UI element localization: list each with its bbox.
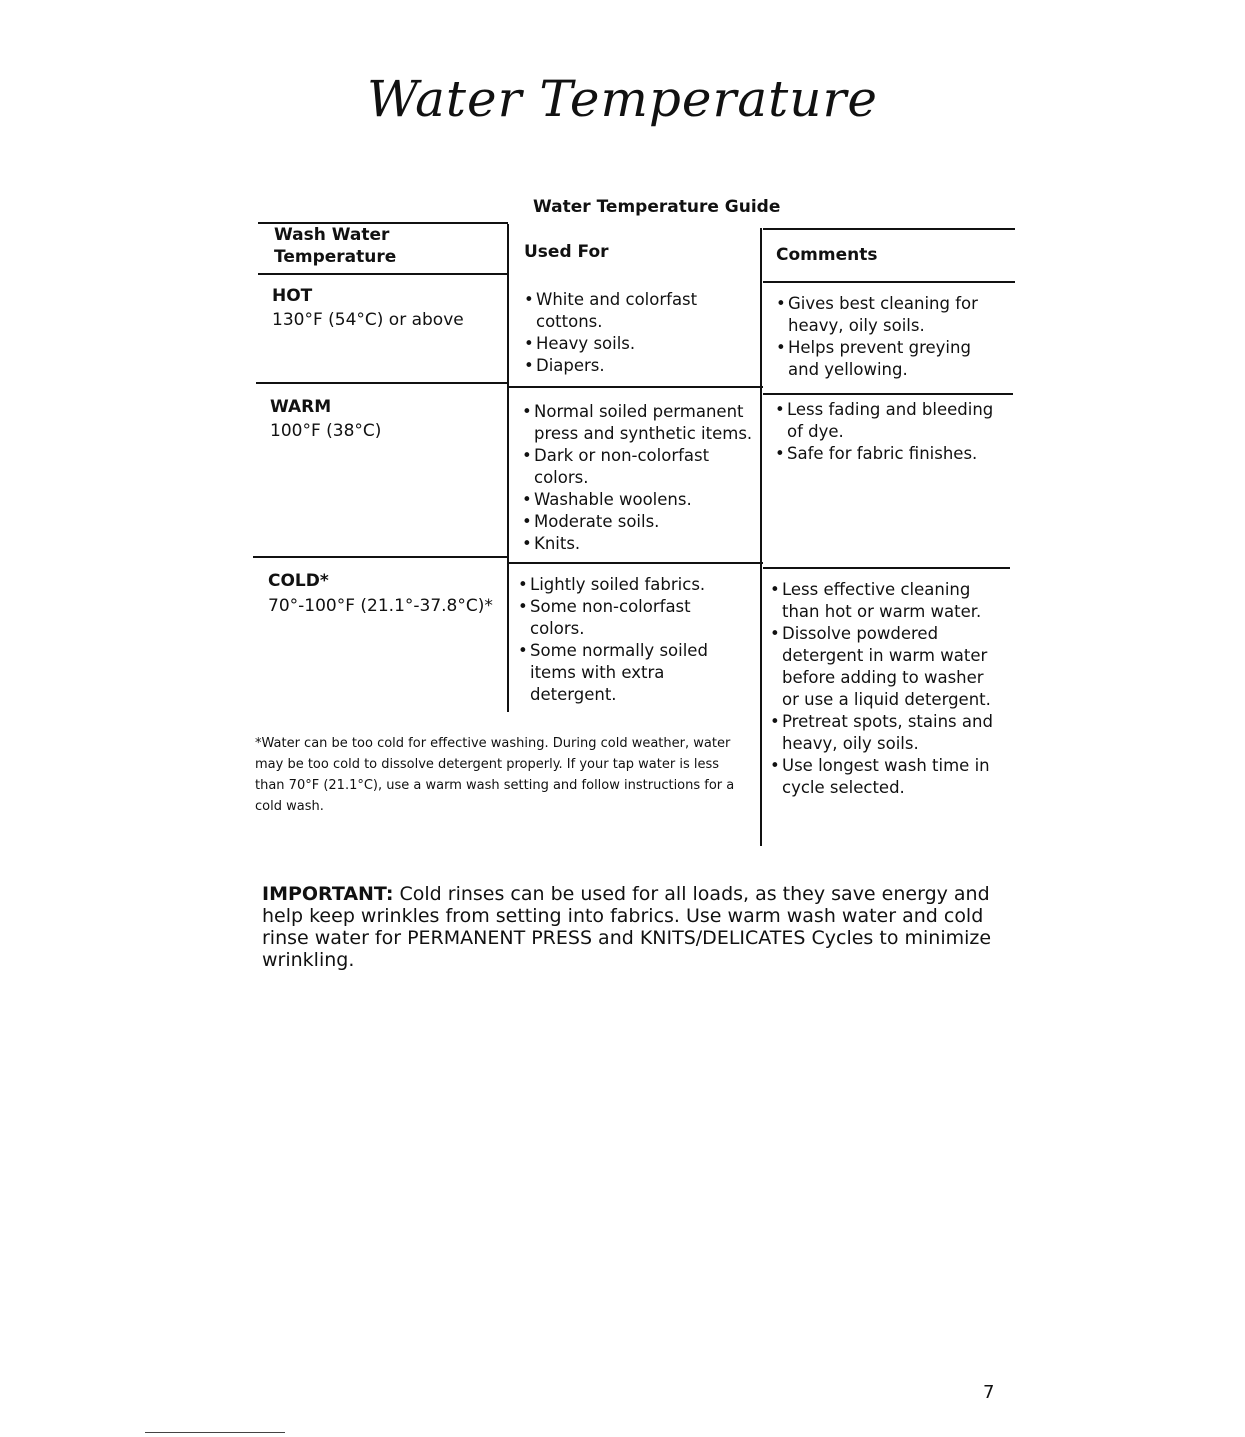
header-top-rule-right (763, 228, 1015, 230)
warm-comments-list (771, 399, 999, 465)
list-item: • Some normally soiled items with extra detergent. (514, 640, 734, 706)
header-comments: Comments (776, 245, 878, 265)
cold-used-for-list (514, 574, 734, 706)
header-bottom-rule (258, 273, 508, 275)
list-item: • Lightly soiled fabrics. (514, 574, 734, 596)
hot-range: 130°F (54°C) or above (272, 310, 464, 330)
list-item: • Pretreat spots, stains and heavy, oily soils. (766, 711, 996, 755)
list-item: • Some non-colorfast colors. (514, 596, 734, 640)
warm-bottom-rule (253, 556, 508, 558)
list-item: • Moderate soils. (518, 511, 760, 533)
hot-bottom-rule-mid (508, 386, 763, 388)
header-wash-water-temperature: Wash Water Temperature (274, 225, 397, 267)
column-divider-2 (760, 228, 762, 846)
cold-label: COLD* (268, 571, 329, 591)
guide-title: Water Temperature Guide (533, 197, 781, 217)
warm-used-for-list (518, 401, 760, 555)
important-note (262, 883, 1002, 971)
list-item: • White and colorfast cottons. (520, 289, 735, 333)
column-divider-1 (507, 224, 509, 712)
list-item: • Knits. (518, 533, 760, 555)
list-item: • Less fading and bleeding of dye. (771, 399, 999, 443)
important-label: IMPORTANT: (262, 883, 394, 905)
list-item: • Diapers. (520, 355, 735, 377)
list-item: • Dissolve powdered detergent in warm water before adding to washer or use a liquid detergent. (766, 623, 996, 711)
list-item: • Gives best cleaning for heavy, oily soils. (772, 293, 997, 337)
warm-label: WARM (270, 397, 332, 417)
warm-bottom-rule-mid (508, 562, 763, 564)
list-item: • Use longest wash time in cycle selected. (766, 755, 996, 799)
list-item: • Safe for fabric finishes. (771, 443, 999, 465)
footnote: *Water can be too cold for effective washing. During cold weather, water may be too cold to dissolve detergent properly. If your tap water is less than 70°F (21.1°C), use a warm wash setting and follow instructions for a cold wash. (255, 736, 735, 814)
hot-label: HOT (272, 286, 313, 306)
cold-comments-list (766, 579, 996, 799)
hot-bottom-rule (256, 382, 508, 384)
hot-used-for-list (520, 289, 735, 377)
list-item: • Washable woolens. (518, 489, 760, 511)
page-title: Water Temperature (367, 70, 878, 128)
header-bottom-rule-right (763, 281, 1015, 283)
header-used-for: Used For (524, 242, 609, 262)
hot-comments-list (772, 293, 997, 381)
bottom-rule (145, 1432, 285, 1433)
list-item: • Heavy soils. (520, 333, 735, 355)
important-text: Cold rinses can be used for all loads, as they save energy and help keep wrinkles from setting into fabrics. Use warm wash water and cold rinse water for PERMANENT PRESS and KNITS/DELICATES Cycles to minimize wrinkling. (262, 883, 992, 971)
warm-bottom-rule-right (763, 567, 1010, 569)
cold-range: 70°-100°F (21.1°-37.8°C)* (268, 596, 493, 616)
warm-range: 100°F (38°C) (270, 421, 382, 441)
page-number: 7 (983, 1382, 995, 1403)
list-item: • Helps prevent greying and yellowing. (772, 337, 997, 381)
hot-bottom-rule-right (763, 393, 1013, 395)
list-item: • Less effective cleaning than hot or warm water. (766, 579, 996, 623)
list-item: • Normal soiled permanent press and synthetic items. (518, 401, 760, 445)
list-item: • Dark or non-colorfast colors. (518, 445, 760, 489)
